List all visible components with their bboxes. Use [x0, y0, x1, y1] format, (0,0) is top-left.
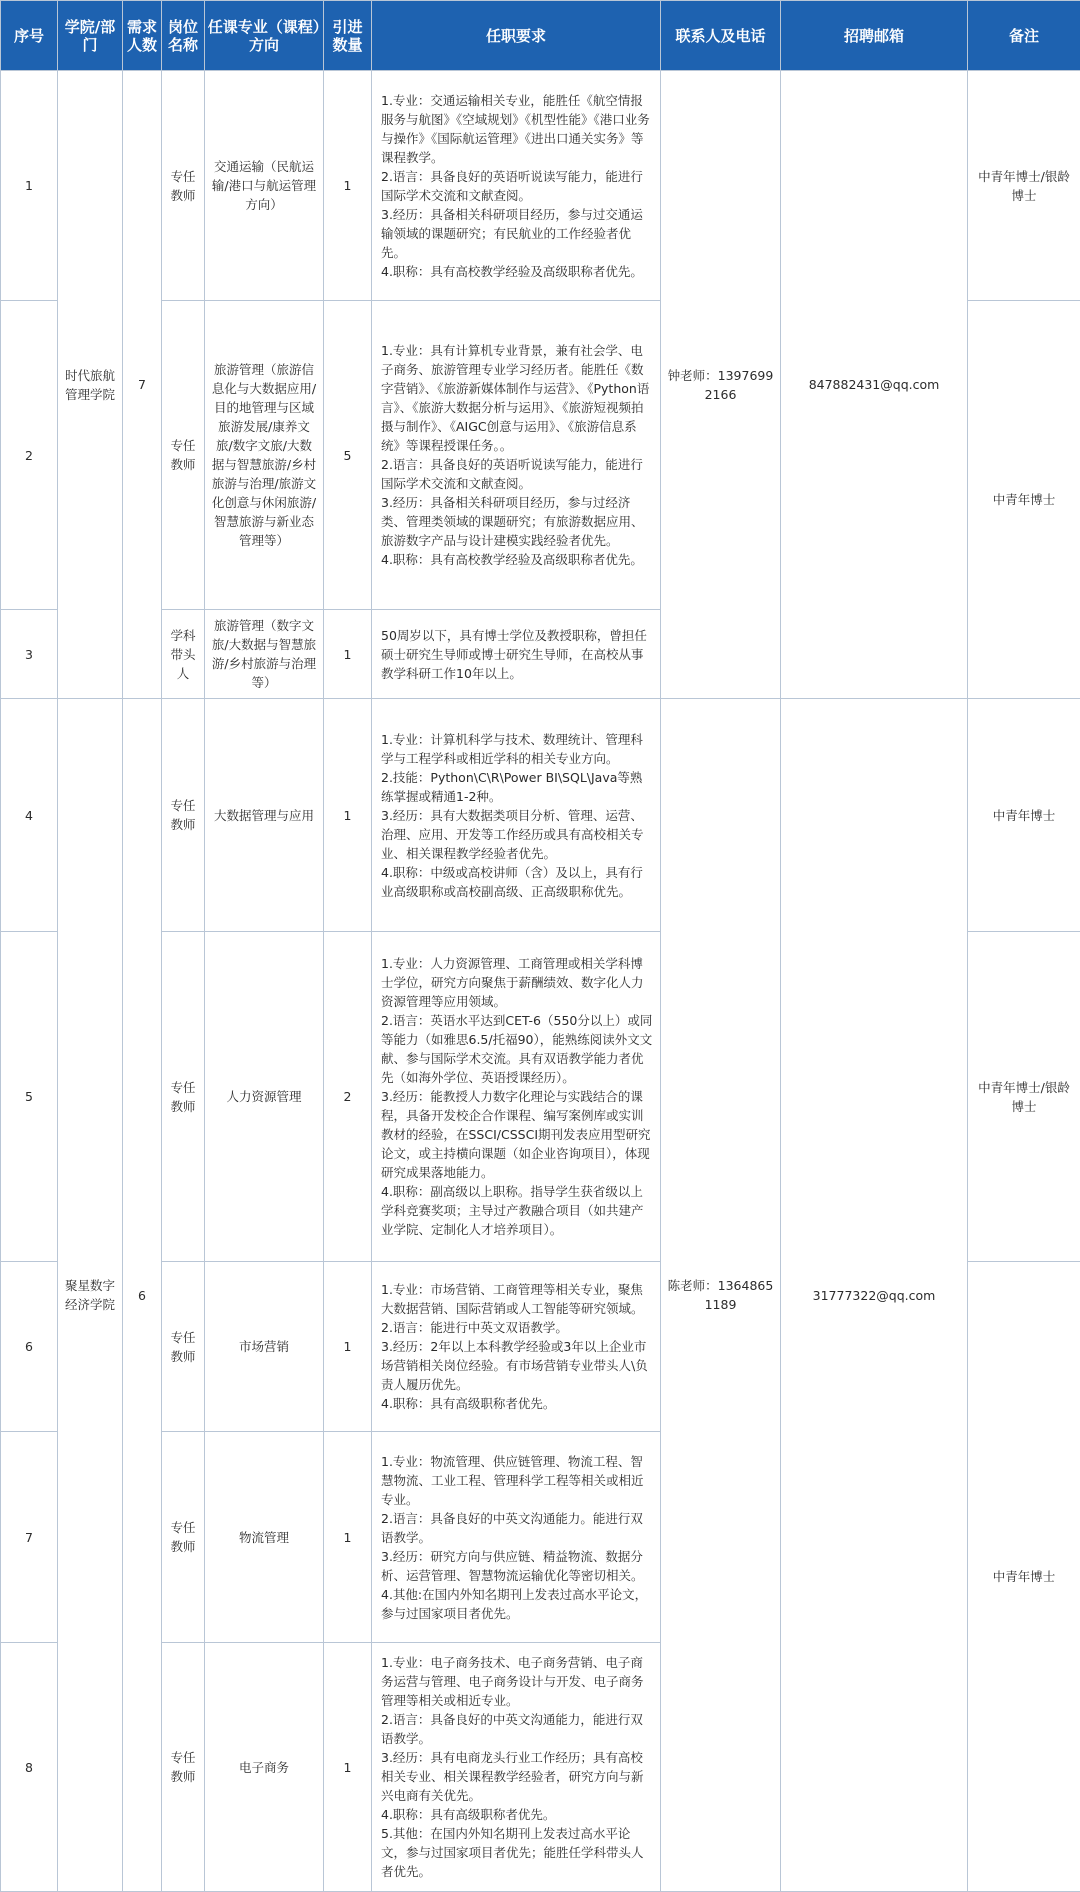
req-line: 2.语言：具备良好的英语听说读写能力，能进行国际学术交流和文献查阅。: [381, 457, 643, 491]
cell-note: 中青年博士/银龄博士: [968, 71, 1080, 301]
cell-post: 专任教师: [162, 301, 205, 610]
cell-count: 6: [123, 699, 162, 1892]
cell-index: 3: [1, 610, 58, 699]
req-line: 1.专业：市场营销、工商管理等相关专业，聚焦大数据营销、国际营销或人工智能等研究领域。: [381, 1282, 644, 1316]
cell-num: 1: [324, 610, 372, 699]
cell-index: 5: [1, 932, 58, 1262]
cell-post: 专任教师: [162, 1432, 205, 1643]
header-count: 需求人数: [123, 1, 162, 71]
cell-major: 旅游管理（数字文旅/大数据与智慧旅游/乡村旅游与治理等）: [205, 610, 324, 699]
req-line: 4.职称：具有高级职称者优先。: [381, 1807, 556, 1822]
cell-contact: 陈老师：13648651189: [661, 699, 781, 1892]
cell-post: 专任教师: [162, 1262, 205, 1432]
req-line: 4.职称：副高级以上职称。指导学生获省级以上学科竞赛奖项；主导过产教融合项目（如共建产业学院、定制化人才培养项目）。: [381, 1184, 644, 1237]
cell-post: 专任教师: [162, 1643, 205, 1892]
cell-index: 8: [1, 1643, 58, 1892]
cell-major: 市场营销: [205, 1262, 324, 1432]
header-major: 任课专业（课程）方向: [205, 1, 324, 71]
req-line: 3.经历：2年以上本科教学经验或3年以上企业市场营销相关岗位经验。有市场营销专业带头人\负责人履历优先。: [381, 1339, 648, 1392]
header-note: 备注: [968, 1, 1080, 71]
cell-num: 2: [324, 932, 372, 1262]
table-header-row: [1, 1, 1080, 71]
req-line: 4.职称：具有高校教学经验及高级职称者优先。: [381, 263, 643, 279]
req-line: 4.其他:在国内外知名期刊上发表过高水平论文，参与过国家项目者优先。: [381, 1586, 648, 1621]
header-num: 引进数量: [324, 1, 372, 71]
cell-requirements: [372, 1432, 661, 1643]
req-line: 4.职称：具有高校教学经验及高级职称者优先。: [381, 552, 643, 567]
table-row: [1, 699, 1080, 932]
cell-email: 847882431@qq.com: [781, 71, 968, 699]
cell-requirements: [372, 699, 661, 932]
cell-index: 4: [1, 699, 58, 932]
req-line: 3.经历：具备相关科研项目经历，参与过经济类、管理类领域的课题研究；有旅游数据应用、旅游数字产品与设计建模实践经验者优先。: [381, 495, 644, 548]
cell-num: 1: [324, 71, 372, 301]
req-line: 3.经历：具有大数据类项目分析、管理、运营、治理、应用、开发等工作经历或具有高校相关专业、相关课程教学经验者优先。: [381, 807, 644, 861]
cell-dept: 聚星数字经济学院: [58, 699, 123, 1892]
cell-requirements: [372, 1262, 661, 1432]
cell-email: 31777322@qq.com: [781, 699, 968, 1892]
cell-post: 专任教师: [162, 932, 205, 1262]
req-line: 1.专业：交通运输相关专业，能胜任《航空情报服务与航图》《空域规划》《机型性能》《港口业务与操作》《国际航运管理》《进出口通关实务》等课程教学。: [381, 92, 650, 165]
header-index: 序号: [1, 1, 58, 71]
req-line: 2.技能：Python\C\R\Power BI\SQL\Java等熟练掌握或精通1-2种。: [381, 769, 643, 804]
cell-count: 7: [123, 71, 162, 699]
req-line: 2.语言：具备良好的英语听说读写能力，能进行国际学术交流和文献查阅。: [381, 168, 643, 203]
cell-index: 7: [1, 1432, 58, 1643]
cell-requirements: [372, 71, 661, 301]
header-email: 招聘邮箱: [781, 1, 968, 71]
req-line: 3.经历：具备相关科研项目经历，参与过交通运输领域的课题研究；有民航业的工作经验者优先。: [381, 206, 643, 260]
req-line: 1.专业：物流管理、供应链管理、物流工程、智慧物流、工业工程、管理科学工程等相关或相近专业。: [381, 1453, 644, 1507]
header-post: 岗位名称: [162, 1, 205, 71]
cell-major: 电子商务: [205, 1643, 324, 1892]
cell-num: 1: [324, 1643, 372, 1892]
cell-requirements: [372, 932, 661, 1262]
cell-major: 物流管理: [205, 1432, 324, 1643]
req-line: 4.职称：中级或高校讲师（含）及以上，具有行业高级职称或高校副高级、正高级职称优先。: [381, 864, 643, 899]
cell-major: 旅游管理（旅游信息化与大数据应用/目的地管理与区域旅游发展/康养文旅/数字文旅/大数据与智慧旅游/乡村旅游与治理/旅游文化创意与休闲旅游/智慧旅游与新业态管理等）: [205, 301, 324, 610]
cell-index: 6: [1, 1262, 58, 1432]
req-line: 3.经历：研究方向与供应链、精益物流、数据分析、运营管理、智慧物流运输优化等密切相关。: [381, 1548, 644, 1583]
cell-major: 人力资源管理: [205, 932, 324, 1262]
header-req: 任职要求: [372, 1, 661, 71]
cell-num: 1: [324, 1262, 372, 1432]
table-row: [1, 71, 1080, 301]
header-contact: 联系人及电话: [661, 1, 781, 71]
cell-major: 大数据管理与应用: [205, 699, 324, 932]
req-line: 1.专业：具有计算机专业背景，兼有社会学、电子商务、旅游管理专业学习经历者。能胜任《数字营销》、《旅游新媒体制作与运营》、《Python语言》、《旅游大数据分析与运用》、《旅游短视频拍摄与制作》、《AIGC创意与运用》、《旅游信息系统》等课程授课任务。。: [381, 343, 650, 453]
req-line: 3.经历：具有电商龙头行业工作经历；具有高校相关专业、相关课程教学经验者，研究方向与新兴电商有关优先。: [381, 1750, 644, 1803]
cell-note: 中青年博士: [968, 1262, 1080, 1892]
cell-post: 专任教师: [162, 71, 205, 301]
cell-contact: 钟老师：13976992166: [661, 71, 781, 699]
req-line: 2.语言：能进行中英文双语教学。: [381, 1320, 568, 1335]
cell-note: 中青年博士: [968, 301, 1080, 699]
cell-major: 交通运输（民航运输/港口与航运管理方向）: [205, 71, 324, 301]
req-line: 1.专业：人力资源管理、工商管理或相关学科博士学位，研究方向聚焦于薪酬绩效、数字化人力资源管理等应用领域。: [381, 956, 644, 1009]
req-line: 2.语言：英语水平达到CET-6（550分以上）或同等能力（如雅思6.5/托福90），能熟练阅读外文文献、参与国际学术交流。具有双语教学能力者优先（如海外学位、英语授课经历）。: [381, 1013, 653, 1085]
cell-num: 1: [324, 1432, 372, 1643]
req-line: 50周岁以下，具有博士学位及教授职称，曾担任硕士研究生导师或博士研究生导师，在高校从事教学科研工作10年以上。: [381, 627, 647, 681]
cell-post: 专任教师: [162, 699, 205, 932]
cell-num: 5: [324, 301, 372, 610]
cell-post: 学科带头人: [162, 610, 205, 699]
cell-requirements: [372, 1643, 661, 1892]
cell-requirements: [372, 610, 661, 699]
req-line: 5.其他：在国内外知名期刊上发表过高水平论文，参与过国家项目者优先；能胜任学科带头人者优先。: [381, 1826, 644, 1879]
req-line: 3.经历：能教授人力数字化理论与实践结合的课程，具备开发校企合作课程、编写案例库或实训教材的经验，在SSCI/CSSCI期刊发表应用型研究论文，或主持横向课题（如企业咨询项目），体现研究成果落地能力。: [381, 1089, 651, 1180]
cell-note: 中青年博士/银龄博士: [968, 932, 1080, 1262]
req-line: 4.职称：具有高级职称者优先。: [381, 1396, 556, 1411]
req-line: 2.语言：具备良好的中英文沟通能力，能进行双语教学。: [381, 1712, 643, 1746]
cell-requirements: [372, 301, 661, 610]
header-dept: 学院/部门: [58, 1, 123, 71]
req-line: 1.专业：电子商务技术、电子商务营销、电子商务运营与管理、电子商务设计与开发、电子商务管理等相关或相近专业。: [381, 1655, 644, 1708]
cell-num: 1: [324, 699, 372, 932]
cell-index: 1: [1, 71, 58, 301]
cell-index: 2: [1, 301, 58, 610]
cell-dept: 时代旅航管理学院: [58, 71, 123, 699]
req-line: 2.语言：具备良好的中英文沟通能力。能进行双语教学。: [381, 1510, 643, 1545]
req-line: 1.专业：计算机科学与技术、数理统计、管理科学与工程学科或相近学科的相关专业方向。: [381, 731, 643, 766]
cell-note: 中青年博士: [968, 699, 1080, 932]
